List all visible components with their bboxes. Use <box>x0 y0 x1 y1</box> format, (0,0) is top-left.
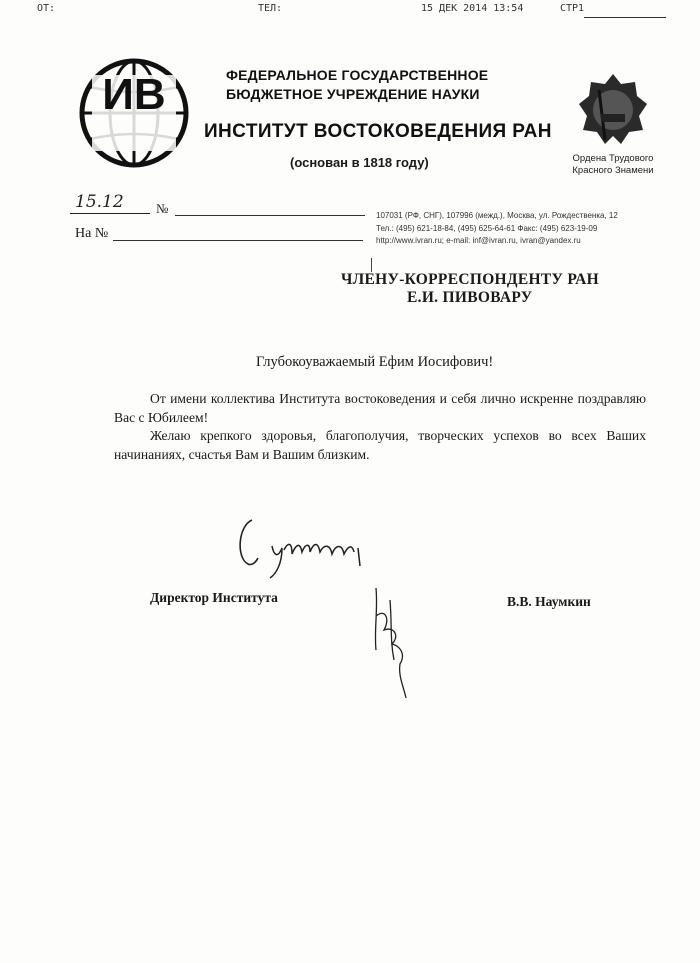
order-medal <box>575 70 651 152</box>
contact-block <box>376 210 666 248</box>
signer-title: Директор Института <box>150 590 278 605</box>
body-paragraph-1: От имени коллектива Института востоковедения и себя лично искренне поздравляю Вас с Юбилеем! <box>114 391 646 425</box>
handwritten-date: 15.12 <box>75 192 124 212</box>
handwritten-regards <box>230 508 370 588</box>
order-caption-line-2: Красного Знамени <box>572 165 654 176</box>
institute-logo <box>78 57 190 169</box>
in-reply-line <box>113 240 363 241</box>
globe-logo-icon <box>78 57 190 169</box>
fax-page: СТР1 <box>560 3 585 14</box>
order-caption-line-1: Ордена Трудового <box>572 153 654 164</box>
signature <box>360 580 420 700</box>
order-of-red-banner-icon <box>575 70 651 152</box>
fax-phone-label: ТЕЛ: <box>258 3 283 14</box>
contact-address: 107031 (РФ, СНГ), 107996 (межд.), Москва, ул. Рождественка, 12 <box>376 211 618 220</box>
body-paragraph-2: Желаю крепкого здоровья, благополучия, творческих успехов во всех Ваших начинаниях, счастья Вам и Вашим близким. <box>114 428 646 462</box>
logo-letters: ИВ <box>102 70 166 119</box>
contact-web: http://www.ivran.ru; e-mail: inf@ivran.ru, ivran@yandex.ru <box>376 236 581 245</box>
founded-note: (основан в 1818 году) <box>290 155 429 170</box>
fax-datetime: 15 ДЕК 2014 13:54 <box>421 3 524 14</box>
org-line-2: БЮДЖЕТНОЕ УЧРЕЖДЕНИЕ НАУКИ <box>226 86 480 102</box>
in-reply-label: На № <box>75 226 109 241</box>
handwritten-regards-drawing <box>230 508 370 588</box>
salutation: Глубокоуважаемый Ефим Иосифович! <box>256 354 494 370</box>
number-label: № <box>156 201 169 216</box>
recipient-title: ЧЛЕНУ-КОРРЕСПОНДЕНТУ РАН <box>341 271 599 288</box>
org-line-1: ФЕДЕРАЛЬНОЕ ГОСУДАРСТВЕННОЕ <box>226 67 489 83</box>
signature-drawing <box>360 580 420 700</box>
date-underline <box>70 213 150 214</box>
contact-phones: Тел.: (495) 621-18-84, (495) 625-64-61 Факс: (495) 623-19-09 <box>376 223 598 233</box>
institute-name: ИНСТИТУТ ВОСТОКОВЕДЕНИЯ РАН <box>204 121 552 142</box>
fax-from-label: ОТ: <box>37 3 56 14</box>
margin-tick <box>371 258 372 272</box>
number-line <box>175 215 365 216</box>
signer-name: В.В. Наумкин <box>507 594 591 609</box>
order-caption <box>558 153 668 177</box>
fax-rule <box>584 17 666 18</box>
recipient-name: Е.И. ПИВОВАРУ <box>407 289 533 306</box>
